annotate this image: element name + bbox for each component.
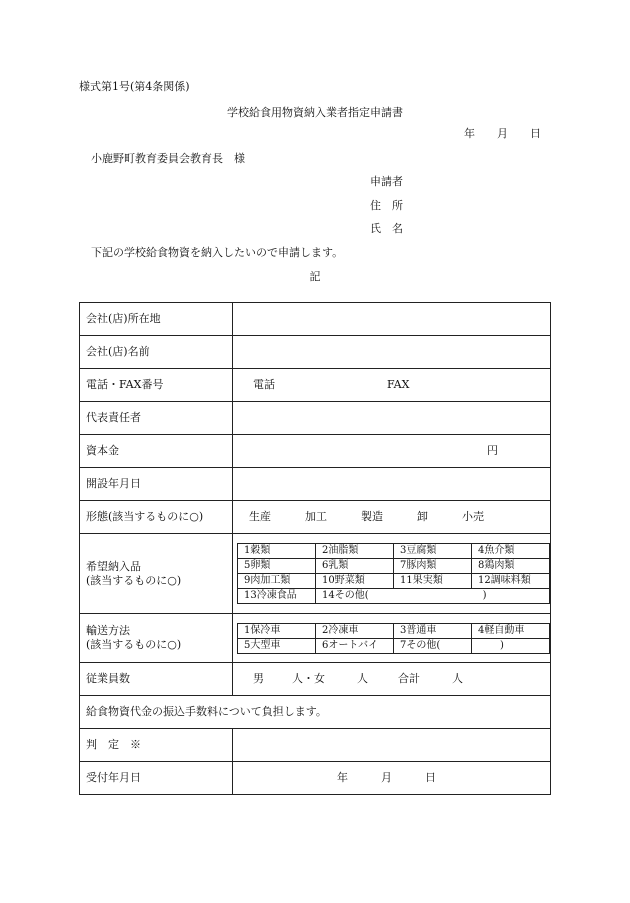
row-judgment (80, 729, 551, 762)
row-received (80, 762, 551, 795)
transport-close: ) (472, 638, 550, 653)
transport-option[interactable]: 6オートバイ (316, 638, 394, 653)
capital-label: 資本金 (80, 435, 233, 468)
judgment-label: 判 定 ※ (80, 729, 233, 762)
representative-field[interactable] (233, 402, 551, 435)
fee-note: 給食物資代金の振込手数料について負担します。 (80, 696, 551, 729)
form-option[interactable]: 加工 (305, 510, 327, 523)
received-date[interactable]: 年 月 日 (233, 762, 551, 795)
employees-total: 合計 (398, 672, 420, 685)
form-label: 形態(該当するものに○) (80, 501, 233, 534)
row-items (80, 534, 551, 614)
item-option[interactable]: 12調味料類 (472, 574, 550, 589)
founded-label: 開設年月日 (80, 468, 233, 501)
form-option[interactable]: 製造 (361, 510, 383, 523)
name-label: 氏 名 (370, 222, 403, 235)
employees-field[interactable] (233, 663, 551, 696)
form-number: 様式第1号(第4条関係) (79, 80, 190, 93)
row-company-name (80, 336, 551, 369)
transport-option[interactable]: 4軽自動車 (472, 623, 550, 638)
form-option[interactable]: 卸 (417, 510, 428, 523)
phone-label: 電話 (253, 378, 275, 391)
row-form (80, 501, 551, 534)
applicant-label: 申請者 (370, 175, 403, 188)
address-label: 住 所 (370, 199, 403, 212)
capital-field[interactable] (233, 435, 551, 468)
item-other-close: ) (482, 590, 487, 601)
ki-heading: 記 (309, 270, 321, 283)
row-capital (80, 435, 551, 468)
employees-persons: 人 (357, 672, 368, 685)
employees-total-unit: 人 (452, 672, 463, 685)
item-option[interactable]: 2油脂類 (316, 544, 394, 559)
item-option[interactable]: 9肉加工類 (238, 574, 316, 589)
item-option[interactable]: 3豆腐類 (394, 544, 472, 559)
row-fee-note (80, 696, 551, 729)
phone-fax-field[interactable] (233, 369, 551, 402)
employees-label: 従業員数 (80, 663, 233, 696)
row-company-address (80, 303, 551, 336)
company-address-label: 会社(店)所在地 (80, 303, 233, 336)
intro-text: 下記の学校給食物資を納入したいので申請します。 (91, 246, 344, 259)
item-option[interactable]: 8鶏肉類 (472, 559, 550, 574)
form-option[interactable]: 生産 (249, 510, 271, 523)
item-option[interactable]: 14その他( (322, 590, 369, 601)
transport-option[interactable]: 7その他( (394, 638, 472, 653)
transport-option[interactable]: 3普通車 (394, 623, 472, 638)
item-option[interactable]: 5卵類 (238, 559, 316, 574)
company-name-label: 会社(店)名前 (80, 336, 233, 369)
items-label: 希望納入品 (該当するものに○) (80, 534, 233, 614)
item-option[interactable]: 4魚介類 (472, 544, 550, 559)
document-title: 学校給食用物資納入業者指定申請書 (227, 106, 403, 119)
employees-male: 男 (253, 672, 264, 685)
representative-label: 代表責任者 (80, 402, 233, 435)
items-options (233, 534, 551, 614)
item-option[interactable]: 1穀類 (238, 544, 316, 559)
employees-female: 人・女 (292, 672, 325, 685)
form-options (233, 501, 551, 534)
row-founded (80, 468, 551, 501)
item-option[interactable]: 6乳類 (316, 559, 394, 574)
item-option[interactable]: 10野菜類 (316, 574, 394, 589)
fax-label: FAX (387, 378, 410, 391)
item-option[interactable]: 11果実類 (394, 574, 472, 589)
founded-field[interactable] (233, 468, 551, 501)
addressee: 小鹿野町教育委員会教育長 様 (91, 152, 245, 165)
transport-option[interactable]: 2冷凍車 (316, 623, 394, 638)
received-label: 受付年月日 (80, 762, 233, 795)
phone-fax-label: 電話・FAX番号 (80, 369, 233, 402)
row-employees (80, 663, 551, 696)
application-table (79, 302, 551, 795)
row-phone-fax (80, 369, 551, 402)
item-option[interactable]: 13冷凍食品 (238, 589, 316, 604)
date-line: 年 月 日 (464, 127, 541, 140)
company-address-field[interactable] (233, 303, 551, 336)
transport-options (233, 614, 551, 663)
transport-label: 輸送方法 (該当するものに○) (80, 614, 233, 663)
capital-unit: 円 (487, 444, 498, 457)
item-option[interactable]: 7豚肉類 (394, 559, 472, 574)
transport-option[interactable]: 1保冷車 (238, 623, 316, 638)
company-name-field[interactable] (233, 336, 551, 369)
row-representative (80, 402, 551, 435)
row-transport (80, 614, 551, 663)
form-option[interactable]: 小売 (462, 510, 484, 523)
transport-option[interactable]: 5大型車 (238, 638, 316, 653)
judgment-field[interactable] (233, 729, 551, 762)
